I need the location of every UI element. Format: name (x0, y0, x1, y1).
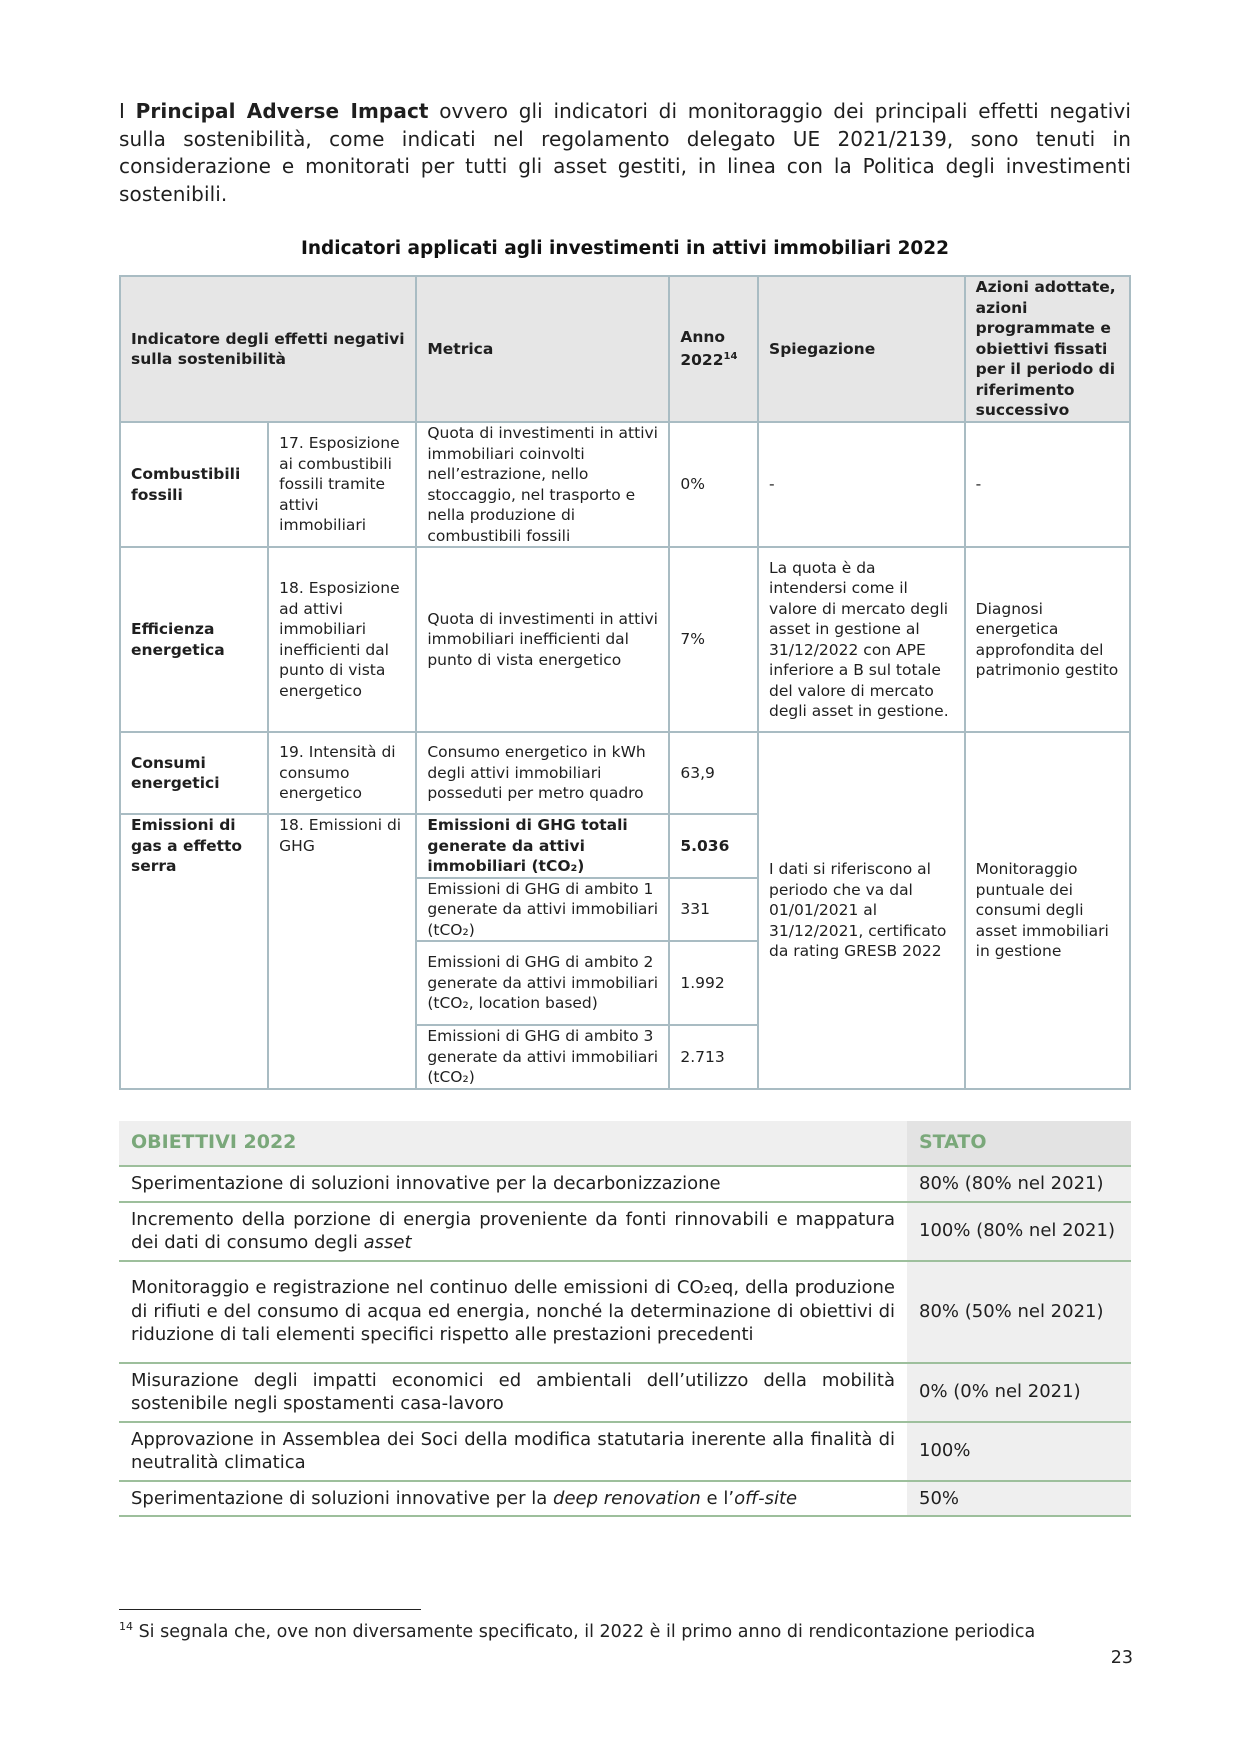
intro-paragraph: I Principal Adverse Impact ovvero gli indicatori di monitoraggio dei principali effetti negativi sulla sostenibilità, come indicati nel regolamento delegato UE 2021/2139, sono tenuti in considerazione e monitorati per tutti gli asset gestiti, in linea con la Politica degli investimenti sostenibili. (119, 99, 1131, 206)
metric-ghg-total: Emissioni di GHG totali generate da attivi immobiliari (tCO₂) (416, 814, 669, 878)
metric-ghg-scope2: Emissioni di GHG di ambito 2 generate da attivi immobiliari (tCO₂, location based) (416, 941, 669, 1025)
table-row (119, 1261, 1131, 1363)
table-row (119, 1166, 1131, 1202)
objective-status: 100% (80% nel 2021) (907, 1202, 1131, 1261)
metric-efficiency: Quota di investimenti in attivi immobiliari inefficienti dal punto di vista energetico (416, 547, 669, 732)
objective-status: 100% (907, 1422, 1131, 1481)
objective-goal: Approvazione in Assemblea dei Soci della modifica statutaria inerente alla finalità di neutralità climatica (119, 1422, 907, 1481)
category-fossil: Combustibili fossili (120, 422, 268, 547)
value-consumption: 63,9 (669, 732, 758, 814)
objectives-header-goal: OBIETTIVI 2022 (119, 1121, 907, 1166)
shared-explanation: I dati si riferiscono al periodo che va dal 01/01/2021 al 31/12/2021, certificato da rating GRESB 2022 (758, 732, 965, 1089)
value-ghg-scope3: 2.713 (669, 1025, 758, 1089)
category-efficiency: Efficienza energetica (120, 547, 268, 732)
value-ghg-scope1: 331 (669, 878, 758, 942)
header-year: Anno 2022$^{14}$ (669, 276, 758, 422)
value-ghg-total: 5.036 (669, 814, 758, 878)
table-row (120, 422, 1130, 547)
objective-goal: Sperimentazione di soluzioni innovative per la decarbonizzazione (119, 1166, 907, 1202)
header-actions: Azioni adottate, azioni programmate e obiettivi fissati per il periodo di riferimento successivo (965, 276, 1130, 422)
objective-goal: Monitoraggio e registrazione nel continuo delle emissioni di CO₂eq, della produzione di rifiuti e del consumo di acqua ed energia, nonché la determinazione di obiettivi di riduzione di tali elementi specifici rispetto alle prestazioni precedenti (119, 1261, 907, 1363)
table-row (119, 1481, 1131, 1517)
objective-status: 80% (80% nel 2021) (907, 1166, 1131, 1202)
indicator-efficiency: 18. Esposizione ad attivi immobiliari inefficienti dal punto di vista energetico (268, 547, 416, 732)
explanation-fossil: - (758, 422, 965, 547)
value-ghg-scope2: 1.992 (669, 941, 758, 1025)
table-row (119, 1422, 1131, 1481)
objectives-header-status: STATO (907, 1121, 1131, 1166)
actions-efficiency: Diagnosi energetica approfondita del patrimonio gestito (965, 547, 1130, 732)
table-title: Indicatori applicati agli investimenti in attivi immobiliari 2022 (300, 238, 950, 259)
table-row (120, 732, 1130, 814)
indicator-consumption: 19. Intensità di consumo energetico (268, 732, 416, 814)
objective-goal: Sperimentazione di soluzioni innovative per la deep renovation e l’off-site (119, 1481, 907, 1517)
table-row (119, 1363, 1131, 1422)
table-row (119, 1202, 1131, 1261)
actions-fossil: - (965, 422, 1130, 547)
metric-consumption: Consumo energetico in kWh degli attivi immobiliari posseduti per metro quadro (416, 732, 669, 814)
explanation-efficiency: La quota è da intendersi come il valore di mercato degli asset in gestione al 31/12/2022 con APE inferiore a B sul totale del valore di mercato degli asset in gestione. (758, 547, 965, 732)
objective-status: 0% (0% nel 2021) (907, 1363, 1131, 1422)
objective-goal: Incremento della porzione di energia proveniente da fonti rinnovabili e mappatura dei dati di consumo degli asset (119, 1202, 907, 1261)
objective-status: 80% (50% nel 2021) (907, 1261, 1131, 1363)
table-row (120, 547, 1130, 732)
footnote: $^{14}$ Si segnala che, ove non diversamente specificato, il 2022 è il primo anno di rendicontazione periodica (119, 1620, 1036, 1642)
objectives-header (119, 1121, 1131, 1166)
pai-table (119, 275, 1131, 1090)
metric-ghg-scope1: Emissioni di GHG di ambito 1 generate da attivi immobiliari (tCO₂) (416, 878, 669, 942)
category-consumption: Consumi energetici (120, 732, 268, 814)
header-explanation: Spiegazione (758, 276, 965, 422)
page-number: 23 (1110, 1648, 1133, 1668)
value-efficiency: 7% (669, 547, 758, 732)
footnote-divider (119, 1609, 421, 1610)
objectives-table (119, 1121, 1131, 1517)
value-fossil: 0% (669, 422, 758, 547)
shared-actions: Monitoraggio puntuale dei consumi degli asset immobiliari in gestione (965, 732, 1130, 1089)
indicator-fossil: 17. Esposizione ai combustibili fossili tramite attivi immobiliari (268, 422, 416, 547)
objective-status: 50% (907, 1481, 1131, 1517)
header-metric: Metrica (416, 276, 669, 422)
objective-goal: Misurazione degli impatti economici ed ambientali dell’utilizzo della mobilità sostenibile negli spostamenti casa-lavoro (119, 1363, 907, 1422)
indicator-ghg: 18. Emissioni di GHG (268, 814, 416, 1089)
header-indicator: Indicatore degli effetti negativi sulla sostenibilità (120, 276, 416, 422)
metric-ghg-scope3: Emissioni di GHG di ambito 3 generate da attivi immobiliari (tCO₂) (416, 1025, 669, 1089)
metric-fossil: Quota di investimenti in attivi immobiliari coinvolti nell’estrazione, nello stoccaggio, nel trasporto e nella produzione di combustibili fossili (416, 422, 669, 547)
category-ghg: Emissioni di gas a effetto serra (120, 814, 268, 1089)
intro-bold-term: Principal Adverse Impact (135, 99, 429, 123)
